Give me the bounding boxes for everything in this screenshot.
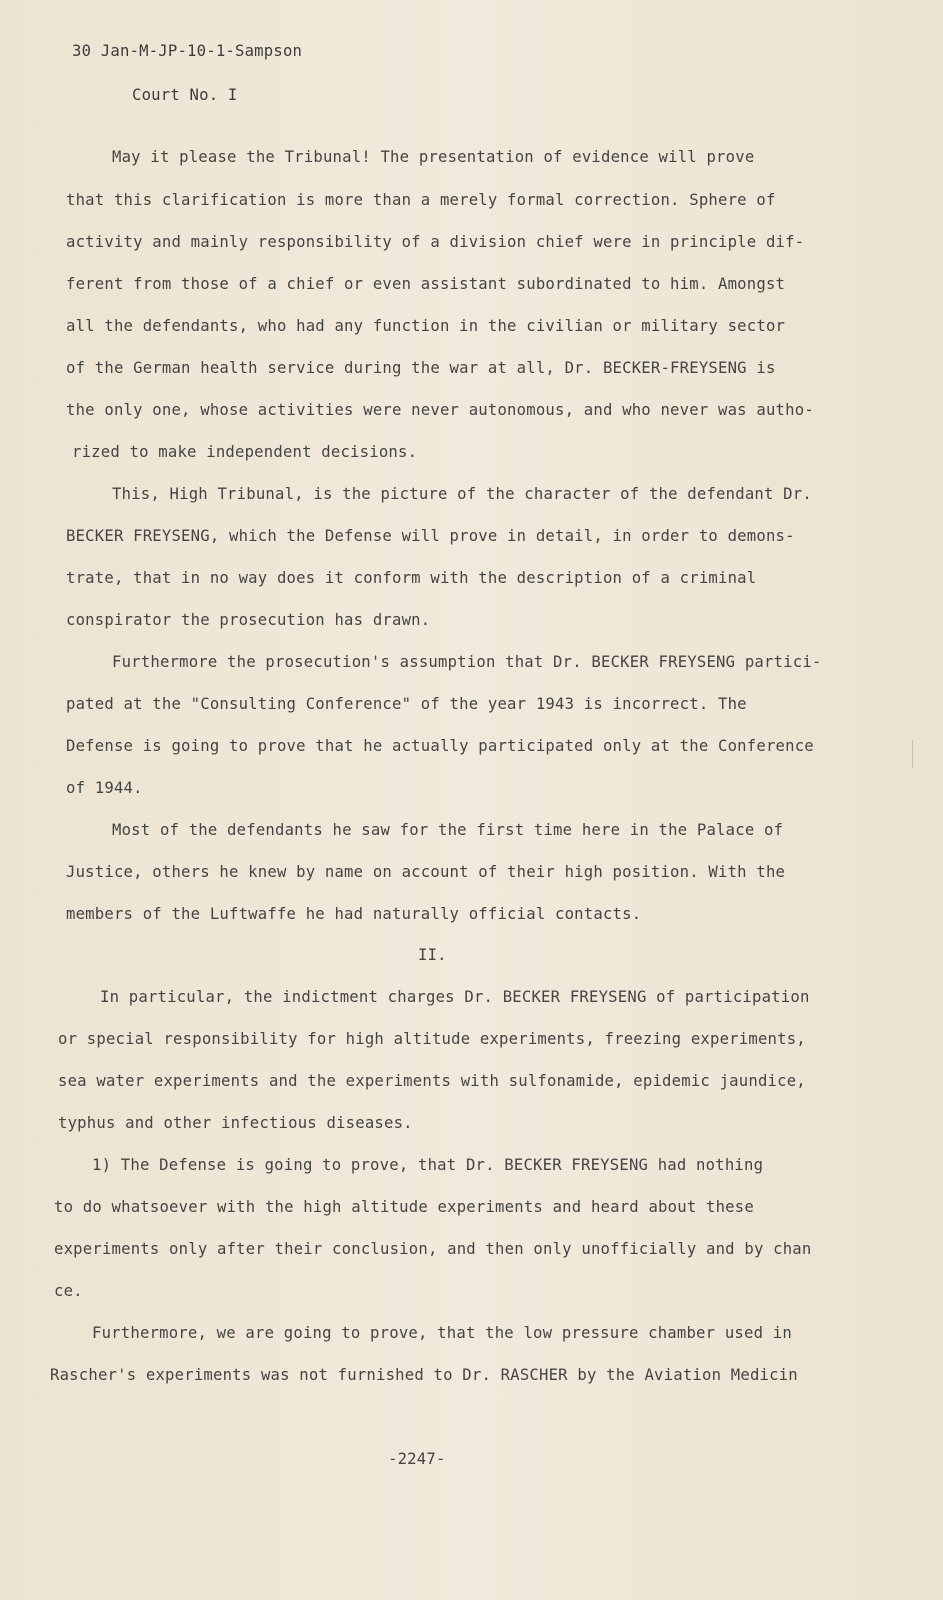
text-line: BECKER FREYSENG, which the Defense will prove in detail, in order to demons- (66, 527, 795, 545)
text-line: conspirator the prosecution has drawn. (66, 611, 431, 629)
text-line: or special responsibility for high altitude experiments, freezing experiments, (58, 1030, 806, 1048)
section-heading: II. (418, 946, 447, 964)
docket-header: 30 Jan-M-JP-10-1-Sampson (72, 42, 303, 60)
text-line: pated at the "Consulting Conference" of the year 1943 is incorrect. The (66, 695, 747, 713)
page-number: -2247- (388, 1450, 446, 1468)
text-line: rized to make independent decisions. (72, 443, 418, 461)
text-line: In particular, the indictment charges Dr. BECKER FREYSENG of participation (100, 988, 810, 1006)
text-line: sea water experiments and the experiments with sulfonamide, epidemic jaundice, (58, 1072, 806, 1090)
paper-mark (912, 740, 913, 768)
text-line: ferent from those of a chief or even assistant subordinated to him. Amongst (66, 275, 786, 293)
text-line: activity and mainly responsibility of a division chief were in principle dif- (66, 233, 805, 251)
text-line: of the German health service during the war at all, Dr. BECKER-FREYSENG is (66, 359, 776, 377)
text-line: to do whatsoever with the high altitude experiments and heard about these (54, 1198, 754, 1216)
text-line: Furthermore, we are going to prove, that the low pressure chamber used in (92, 1324, 792, 1342)
text-line: Most of the defendants he saw for the first time here in the Palace of (112, 821, 784, 839)
text-line: Defense is going to prove that he actually participated only at the Conference (66, 737, 814, 755)
text-line: ce. (54, 1282, 83, 1300)
text-line: experiments only after their conclusion, and then only unofficially and by chan (54, 1240, 812, 1258)
text-line: all the defendants, who had any function in the civilian or military sector (66, 317, 786, 335)
text-line: of 1944. (66, 779, 143, 797)
text-line: trate, that in no way does it conform with the description of a criminal (66, 569, 757, 587)
text-line: Justice, others he knew by name on account of their high position. With the (66, 863, 786, 881)
text-line: This, High Tribunal, is the picture of the character of the defendant Dr. (112, 485, 812, 503)
text-line: Furthermore the prosecution's assumption that Dr. BECKER FREYSENG partici- (112, 653, 822, 671)
text-line: typhus and other infectious diseases. (58, 1114, 413, 1132)
text-line: Rascher's experiments was not furnished to Dr. RASCHER by the Aviation Medicin (50, 1366, 798, 1384)
text-line: May it please the Tribunal! The presentation of evidence will prove (112, 148, 755, 166)
text-line: that this clarification is more than a merely formal correction. Sphere of (66, 191, 776, 209)
text-line: 1) The Defense is going to prove, that Dr. BECKER FREYSENG had nothing (92, 1156, 764, 1174)
text-line: the only one, whose activities were never autonomous, and who never was autho- (66, 401, 814, 419)
court-label: Court No. I (132, 86, 238, 104)
text-line: members of the Luftwaffe he had naturally official contacts. (66, 905, 642, 923)
